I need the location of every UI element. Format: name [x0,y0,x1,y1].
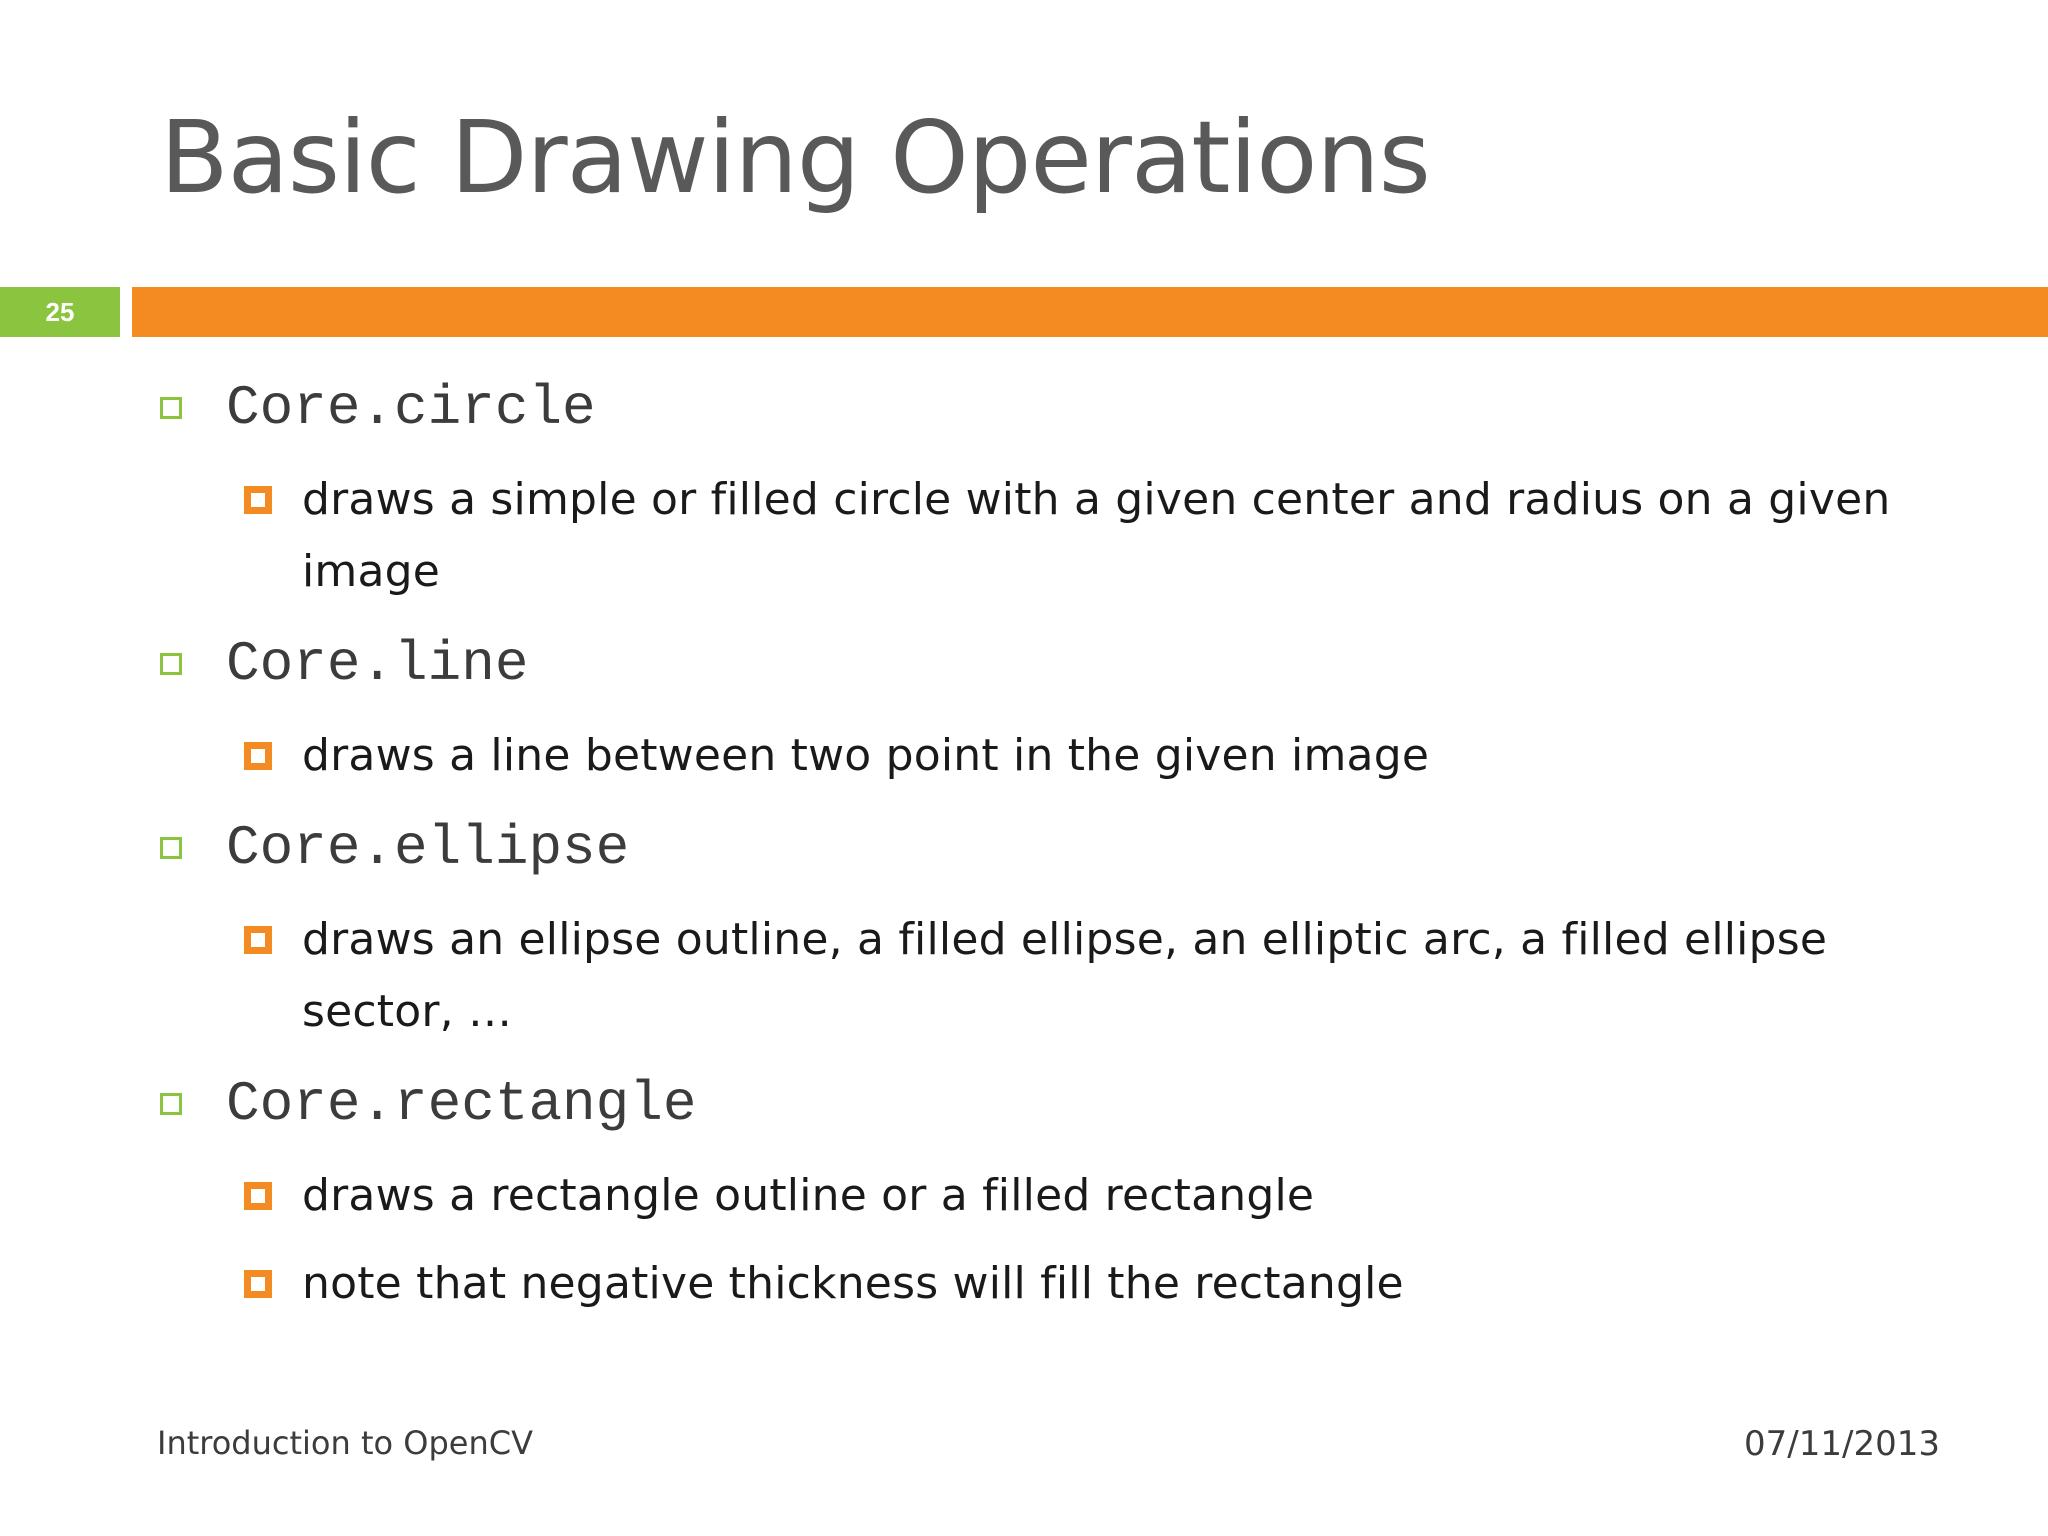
sub-bullet-text: note that negative thickness will fill the rectangle [302,1258,1404,1309]
orange-square-bullet-icon [244,742,272,770]
bullet-code-label: Core.ellipse [226,816,630,880]
sub-bullet-text: draws a line between two point in the given image [302,730,1430,781]
footer-presentation-title: Introduction to OpenCV [157,1424,533,1462]
bullet-core-ellipse [160,816,630,880]
sub-bullet-ellipse-desc [244,904,1904,1048]
slide-number-badge: 25 [0,287,120,337]
hollow-square-bullet-icon [160,837,182,859]
bullet-code-label: Core.rectangle [226,1072,697,1136]
bullet-core-line [160,632,529,696]
orange-square-bullet-icon [244,1270,272,1298]
bullet-code-label: Core.circle [226,376,596,440]
orange-square-bullet-icon [244,1182,272,1210]
hollow-square-bullet-icon [160,653,182,675]
slide-title: Basic Drawing Operations [160,99,1430,216]
sub-bullet-text: draws a rectangle outline or a filled rectangle [302,1170,1315,1221]
sub-bullet-text: draws a simple or filled circle with a given center and radius on a given image [302,474,1891,597]
hollow-square-bullet-icon [160,397,182,419]
sub-bullet-circle-desc [244,464,1904,608]
orange-square-bullet-icon [244,926,272,954]
hollow-square-bullet-icon [160,1093,182,1115]
bullet-code-label: Core.line [226,632,529,696]
sub-bullet-text: draws an ellipse outline, a filled ellipse, an elliptic arc, a filled ellipse sector, … [302,914,1828,1037]
bullet-core-rectangle [160,1072,697,1136]
sub-bullet-rectangle-desc [244,1160,1904,1232]
sub-bullet-rectangle-note [244,1248,1904,1320]
bullet-core-circle [160,376,596,440]
title-divider-bar [132,287,2048,337]
sub-bullet-line-desc [244,720,1904,792]
footer-date: 07/11/2013 [1744,1424,1940,1464]
orange-square-bullet-icon [244,486,272,514]
